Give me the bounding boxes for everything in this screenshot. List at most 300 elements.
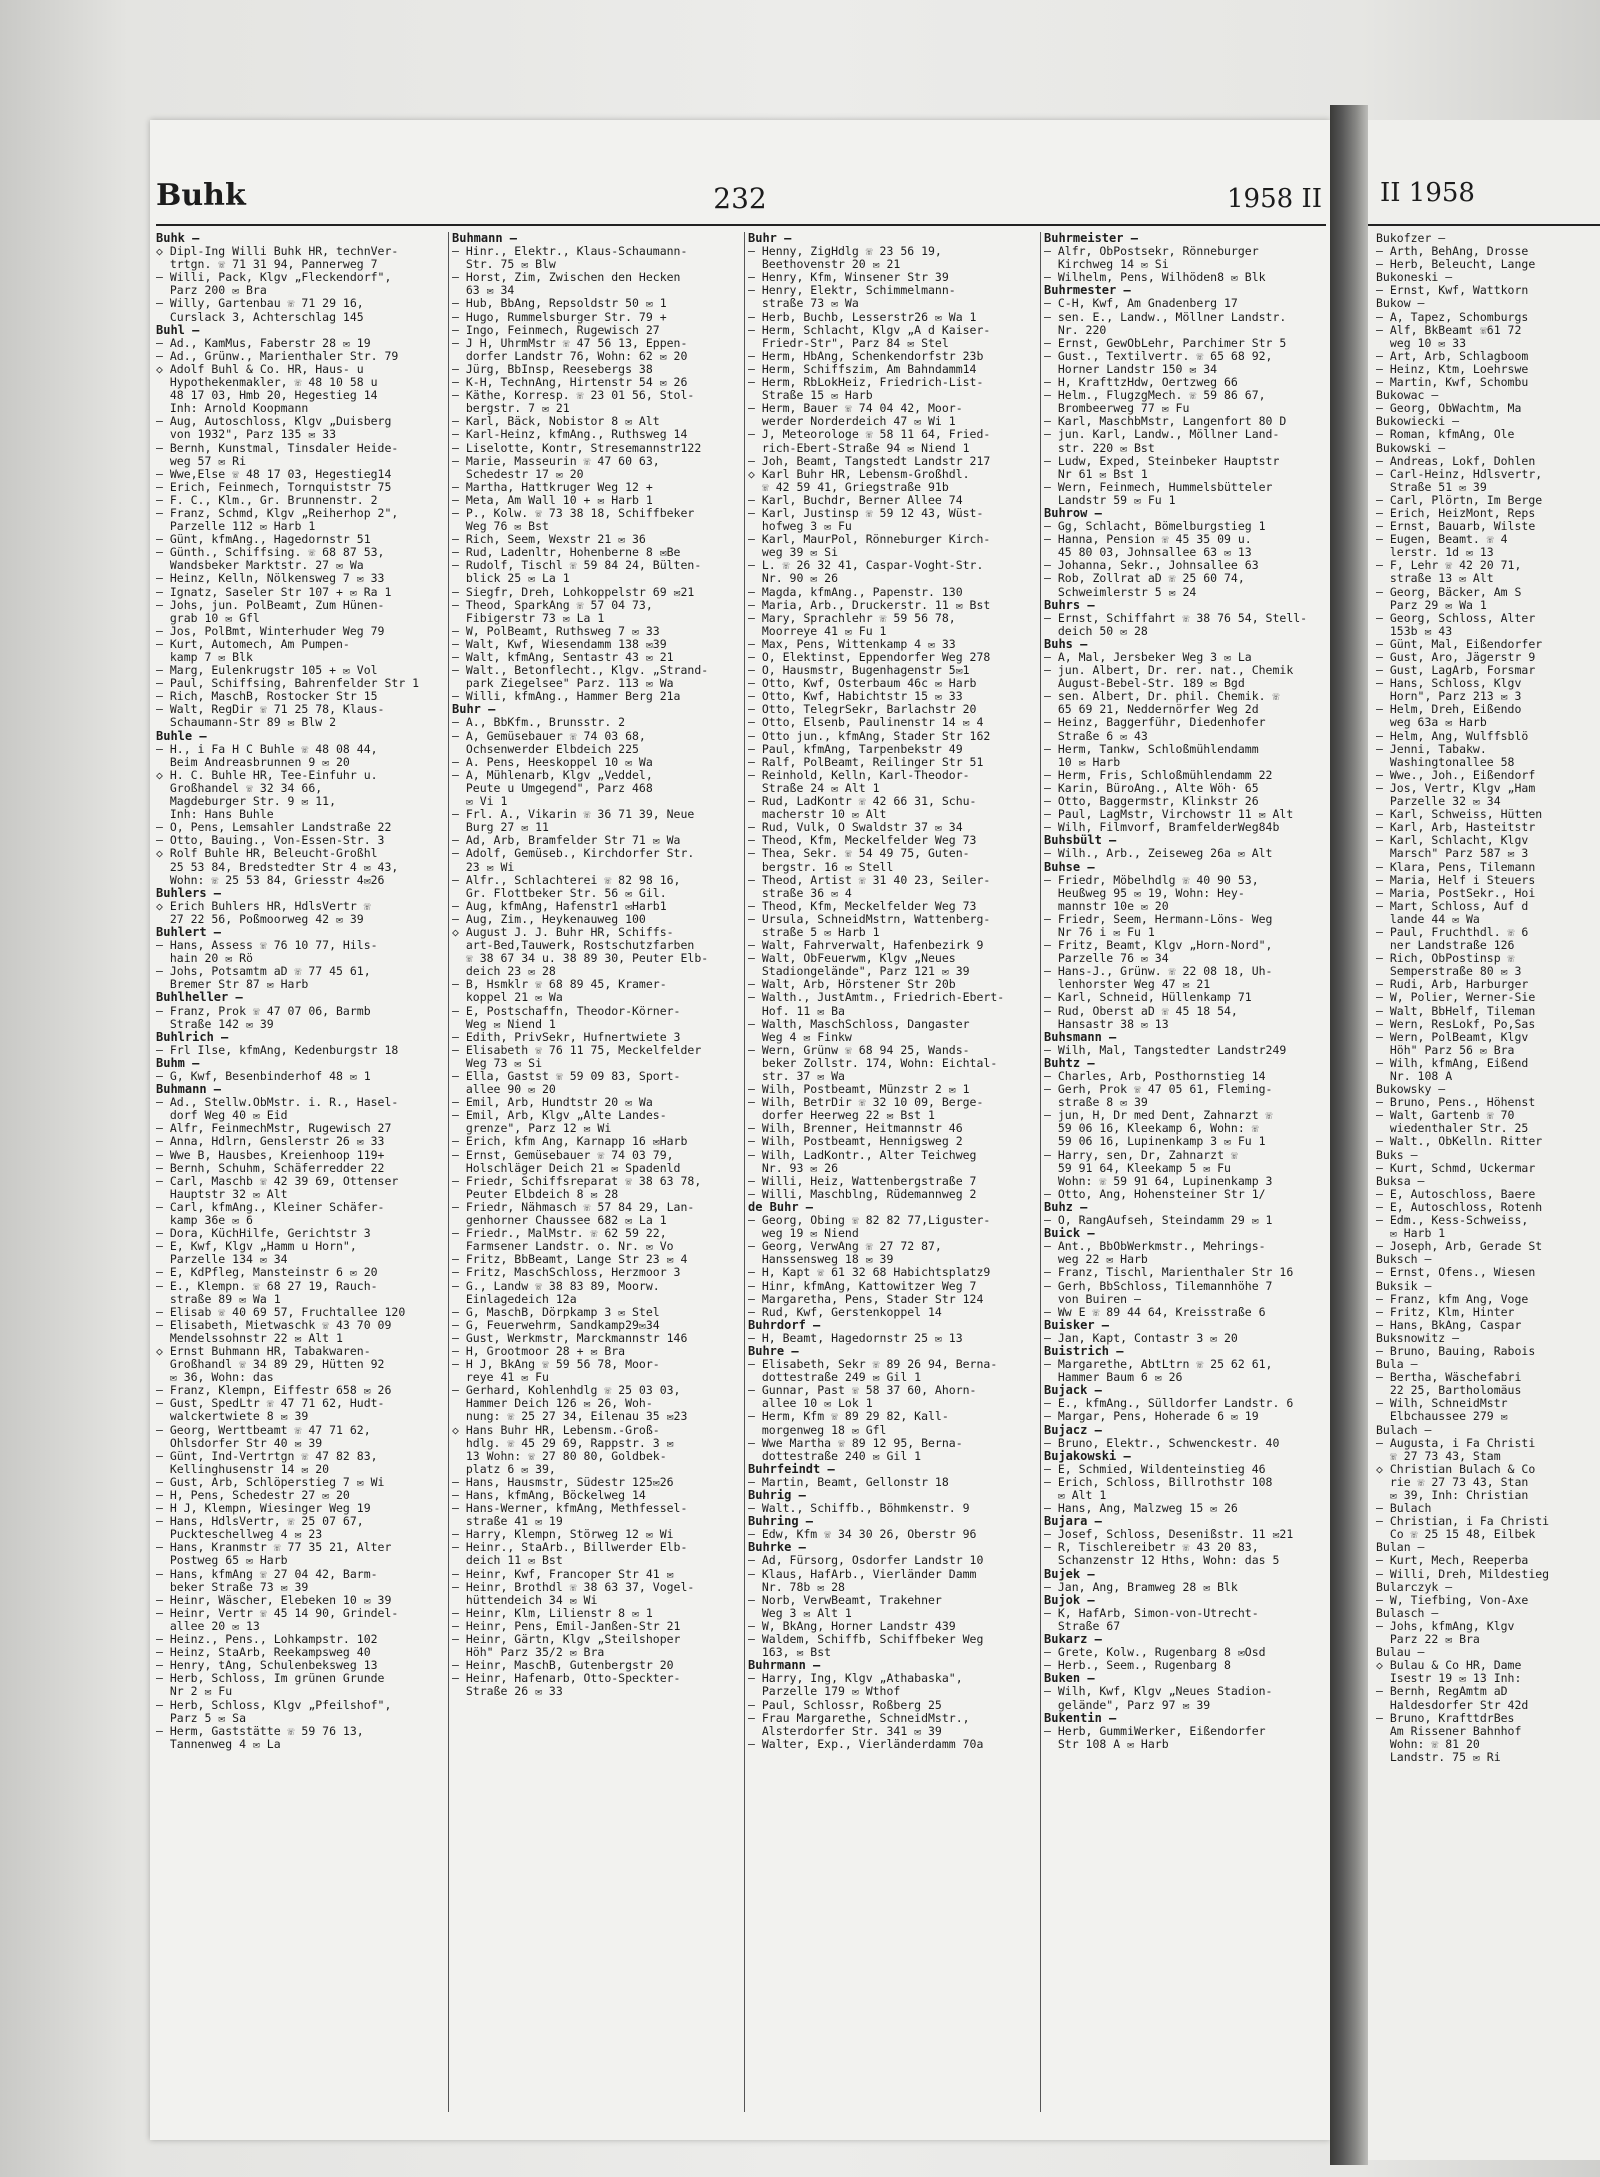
directory-entry-line: — Hans-Werner, kfmAng, Methfessel-	[452, 1501, 688, 1516]
directory-entry-line: — Bernh, Schuhm, Schäferredder 22	[156, 1160, 385, 1175]
directory-entry-line: — Heinr, Pens, Emil-Janßen-Str 21	[452, 1618, 681, 1633]
directory-entry-line: — Theod, Kfm, Meckelfelder Weg 73	[748, 898, 977, 913]
directory-entry-line: weg 57 ✉ Ri	[156, 453, 247, 468]
directory-entry-line: Nr 2 ✉ Fu	[156, 1684, 233, 1699]
directory-entry-line: dorfer Heerweg 22 ✉ Bst 1	[748, 1108, 935, 1123]
directory-entry-line: — Rudi, Arb, Harburger	[1376, 977, 1529, 992]
directory-entry-line: ◇ Rolf Buhle HR, Beleucht-Großhl	[156, 846, 378, 861]
surname-heading: Buhlheller —	[156, 990, 243, 1005]
directory-entry-line: — G, Kwf, Besenbinderhof 48 ✉ 1	[156, 1069, 371, 1083]
directory-entry-line: — Margaretha, Pens, Stader Str 124	[748, 1291, 984, 1306]
directory-entry-line: — Wilh, BetrDir ☏ 32 10 09, Berge-	[748, 1095, 984, 1110]
surname-heading: Bujok —	[1044, 1592, 1095, 1607]
surname-heading: Buick —	[1044, 1226, 1095, 1241]
directory-entry-line: weg 63a ✉ Harb	[1376, 715, 1487, 730]
directory-entry-line: — Heinr, Klm, Lilienstr 8 ✉ 1	[452, 1605, 653, 1620]
directory-entry-line: — W, Polier, Werner-Sie	[1376, 990, 1536, 1005]
directory-entry-line: reye 41 ✉ Fu	[452, 1370, 549, 1385]
directory-entry-line: August-Bebel-Str. 189 ✉ Bgd	[1044, 676, 1245, 691]
directory-entry-line: Inh: Arnold Koopmann	[156, 401, 309, 416]
directory-entry-line: Hypothekenmakler, ☏ 48 10 58 u	[156, 375, 378, 390]
directory-entry-line: — Hanna, Pension ☏ 45 35 09 u.	[1044, 532, 1252, 547]
directory-entry-line: — Hans, kfmAng ☏ 27 04 42, Barm-	[156, 1566, 378, 1581]
directory-entry-line: — Bruno, Pens., Höhenst	[1376, 1095, 1536, 1110]
directory-entry-line: — Karin, BüroAng., Alte Wöh· 65	[1044, 780, 1259, 795]
directory-entry-line: — Wilh, Mal, Tangstedter Landstr249	[1044, 1042, 1287, 1057]
directory-entry-line: — Maria, Helf i Steuers	[1376, 872, 1536, 887]
directory-entry-line: — Georg, ObWachtm, Ma	[1376, 401, 1522, 416]
surname-heading: Bukentin —	[1044, 1710, 1117, 1725]
directory-entry-line: — Jos, Vertr, Klgv „Ham	[1376, 780, 1536, 795]
directory-entry-line: — Roman, kfmAng, Ole	[1376, 427, 1515, 442]
directory-entry-line: — Herb, Schloss, Im grünen Grunde	[156, 1671, 385, 1686]
directory-entry-line: — H, Pens, Schedestr 27 ✉ 20	[156, 1488, 350, 1502]
directory-entry-line: straße 8 ✉ 39	[1044, 1095, 1148, 1110]
directory-entry-line: — Hans, Kranmstr ☏ 77 35 21, Alter	[156, 1540, 392, 1555]
directory-entry-line: — A, Mühlenarb, Klgv „Veddel,	[452, 767, 653, 782]
directory-entry-line: — Gust, LagArb, Forsmar	[1376, 663, 1536, 678]
directory-entry-line: — Carl-Heinz, Hdlsvertr,	[1376, 466, 1543, 481]
directory-entry-line: — Christian, i Fa Christi	[1376, 1514, 1550, 1529]
directory-entry-line: — Rich, Seem, Wexstr 21 ✉ 36	[452, 532, 646, 547]
directory-entry-line: Höh" Parz 35/2 ✉ Bra	[452, 1645, 605, 1660]
directory-entry-line: — Heinz., Pens., Lohkampstr. 102	[156, 1632, 378, 1647]
directory-entry-line: allee 90 ✉ 20	[452, 1082, 556, 1097]
directory-entry-line: — Augusta, i Fa Christi	[1376, 1435, 1536, 1450]
directory-entry-line: — Heinr, Gärtn, Klgv „Steilshoper	[452, 1632, 681, 1647]
directory-entry-line: — Wwe,Else ☏ 48 17 03, Hegestieg14	[156, 466, 392, 481]
directory-entry-line: — Jos, PolBmt, Winterhuder Weg 79	[156, 623, 385, 638]
directory-entry-line: Schaumann-Str 89 ✉ Blw 2	[156, 715, 337, 730]
directory-entry-line: — Martha, Hattkruger Weg 12 +	[452, 479, 653, 494]
directory-entry-line: — A., BbKfm., Brunsstr. 2	[452, 715, 626, 730]
directory-entry-line: Weg 4 ✉ Finkw	[748, 1029, 852, 1044]
directory-entry-line: — Otto, Elsenb, Paulinenstr 14 ✉ 4	[748, 715, 984, 730]
directory-entry-line: kamp 36e ✉ 6	[156, 1213, 253, 1228]
directory-entry-line: — Karl, Schlacht, Klgv	[1376, 833, 1529, 848]
directory-entry-line: — Georg, Schloss, Alter	[1376, 610, 1536, 625]
directory-entry-line: park Ziegelsee" Parz. 113 ✉ Wa	[452, 676, 674, 691]
directory-entry-line: — Hans, BkAng, Caspar	[1376, 1317, 1522, 1332]
surname-heading: Buhk —	[156, 232, 200, 245]
directory-entry-line: — Walt., ObKelln. Ritter	[1376, 1134, 1543, 1149]
book-gutter	[1330, 105, 1368, 2165]
directory-entry-line: Peuter Elbdeich 8 ✉ 28	[452, 1186, 619, 1201]
directory-entry-line: — Rud, LadKontr ☏ 42 66 31, Schu-	[748, 794, 977, 809]
directory-entry-line: — Gunnar, Past ☏ 58 37 60, Ahorn-	[748, 1383, 977, 1398]
directory-entry-line: Weg 3 ✉ Alt 1	[748, 1605, 852, 1620]
directory-entry-line: 22 25, Bartholomäus	[1376, 1383, 1522, 1398]
surname-heading: Buhrmeister —	[1044, 232, 1138, 245]
directory-entry-line: — Wilh, kfmAng, Eißend	[1376, 1055, 1529, 1070]
directory-entry-line: — jun, H, Dr med Dent, Zahnarzt ☏	[1044, 1108, 1273, 1123]
directory-entry-line: — Erich, Feinmech, Tornquiststr 75	[156, 479, 392, 494]
directory-entry-line: — L. ☏ 26 32 41, Caspar-Voght-Str.	[748, 558, 984, 573]
directory-entry-line: — Jürg, BbInsp, Reesebergs 38	[452, 361, 653, 376]
directory-entry-line: — Herm, RbLokHeiz, Friedrich-List-	[748, 375, 984, 390]
directory-entry-line: Hammer Baum 6 ✉ 26	[1044, 1370, 1183, 1385]
directory-entry-line: — H, Kapt ☏ 61 32 68 Habichtsplatz9	[748, 1265, 991, 1280]
directory-entry-line: Nr. 78b ✉ 28	[748, 1579, 845, 1594]
surname-heading: Bulau —	[1376, 1645, 1425, 1660]
directory-entry-line: — A, Mal, Jersbeker Weg 3 ✉ La	[1044, 650, 1252, 664]
directory-entry-line: — Fritz, Beamt, Klgv „Horn-Nord",	[1044, 938, 1273, 953]
directory-entry-line: — Friedr, Möbelhdlg ☏ 40 90 53,	[1044, 872, 1259, 887]
directory-entry-line: — Alfr, ObPostsekr, Rönneburger	[1044, 244, 1259, 259]
surname-heading: Buhre —	[748, 1343, 799, 1358]
directory-entry-line: — Frau Margarethe, SchneidMstr.,	[748, 1710, 970, 1725]
directory-entry-line: — Klaus, HafArb., Vierländer Damm	[748, 1566, 977, 1581]
directory-entry-line: — Adolf, Gemüseb., Kirchdorfer Str.	[452, 846, 695, 861]
directory-entry-line: Parz 5 ✉ Sa	[156, 1710, 247, 1725]
directory-entry-line: — Edw, Kfm ☏ 34 30 26, Oberstr 96	[748, 1527, 977, 1542]
directory-entry-line: — Alfr, FeinmechMstr, Rugewisch 27	[156, 1121, 392, 1136]
directory-entry-line: — Alfr., Schlachterei ☏ 82 98 16,	[452, 872, 681, 887]
directory-entry-line: — Marg, Eulenkrugstr 105 + ✉ Vol	[156, 663, 378, 678]
directory-entry-line: Am Rissener Bahnhof	[1376, 1723, 1522, 1738]
directory-entry-line: — Klara, Pens, Tilemann	[1376, 859, 1536, 874]
surname-heading: Buhlert —	[156, 924, 222, 939]
edition-year: 1958 II	[1227, 184, 1322, 214]
surname-heading: Bukowski —	[1376, 440, 1446, 455]
directory-entry-line: — Georg, Obing ☏ 82 82 77,Liguster-	[748, 1213, 991, 1228]
surname-heading: Buksnowitz —	[1376, 1330, 1460, 1345]
directory-entry-line: — Andreas, Lokf, Dohlen	[1376, 453, 1536, 468]
directory-entry-line: Friedr-Str", Parz 84 ✉ Stel	[748, 335, 949, 350]
directory-column-right	[1376, 232, 1600, 1764]
directory-entry-line: — Wilh, Postbeamt, Hennigsweg 2	[748, 1134, 963, 1149]
directory-entry-line: — Harry, sen, Dr, Zahnarzt ☏	[1044, 1147, 1238, 1162]
directory-entry-line: — E, Postschaffn, Theodor-Körner-	[452, 1003, 681, 1018]
directory-entry-line: Kellinghusenstr 14 ✉ 20	[156, 1461, 330, 1476]
directory-entry-line: — Emil, Arb, Klgv „Alte Landes-	[452, 1108, 667, 1123]
directory-entry-line: — Ernst, Kwf, Wattkorn	[1376, 283, 1529, 298]
directory-entry-line: — Marie, Masseurin ☏ 47 60 63,	[452, 453, 660, 468]
directory-entry-line: dottestraße 240 ✉ Gil 1	[748, 1448, 922, 1463]
directory-entry-line: — Hans, Schloss, Klgv	[1376, 676, 1522, 691]
directory-entry-line: Landstr. 75 ✉ Ri	[1376, 1749, 1501, 1764]
directory-entry-line: Str 108 A ✉ Harb	[1044, 1736, 1169, 1751]
surname-heading: Buhlrich —	[156, 1029, 229, 1044]
directory-entry-line: — Anna, Hdlrn, Genslerstr 26 ✉ 33	[156, 1134, 385, 1149]
directory-entry-line: mannstr 10e ✉ 20	[1044, 898, 1169, 913]
directory-entry-line: — Wilh, Kwf, Klgv „Neues Stadion-	[1044, 1684, 1273, 1699]
directory-entry-line: walckertwiete 8 ✉ 39	[156, 1409, 309, 1424]
directory-entry-line: — Erich, kfm Ang, Karnapp 16 ✉Harb	[452, 1134, 688, 1149]
directory-entry-line: — Helm, Ang, Wulffsblö	[1376, 728, 1529, 743]
directory-entry-line: — Günt, Ind-Vertrtgn ☏ 47 82 83,	[156, 1448, 378, 1463]
directory-entry-line: — Walt, BbHelf, Tileman	[1376, 1003, 1536, 1018]
directory-entry-line: — Gg, Schlacht, Bömelburgstieg 1	[1044, 519, 1266, 534]
directory-entry-line: — Gerh, Prok ☏ 47 05 61, Fleming-	[1044, 1082, 1273, 1097]
directory-entry-line: — Rud, Vulk, O Swaldstr 37 ✉ 34	[748, 820, 963, 835]
directory-entry-line: deich 23 ✉ 28	[452, 964, 556, 979]
directory-entry-line: — Ignatz, Saseler Str 107 + ✉ Ra 1	[156, 584, 392, 599]
directory-entry-line: — Kurt, Mech, Reeperba	[1376, 1553, 1529, 1568]
directory-entry-line: — Rich, MaschB, Rostocker Str 15	[156, 689, 378, 704]
directory-entry-line: Schanzenstr 12 Hths, Wohn: das 5	[1044, 1553, 1280, 1568]
directory-entry-line: — H., i Fa H C Buhle ☏ 48 08 44,	[156, 741, 378, 756]
directory-entry-line: — Wwe., Joh., Eißendorf	[1376, 767, 1536, 782]
directory-entry-line: — H, Grootmoor 28 + ✉ Bra	[452, 1343, 626, 1358]
directory-entry-line: — Ingo, Feinmech, Rugewisch 27	[452, 322, 660, 337]
directory-entry-line: — Walt, RegDir ☏ 71 25 78, Klaus-	[156, 702, 385, 717]
directory-entry-line: — Wern, Feinmech, Hummelsbütteler	[1044, 479, 1273, 494]
directory-entry-line: koppel 21 ✉ Wa	[452, 990, 563, 1005]
directory-entry-line: Alsterdorfer Str. 341 ✉ 39	[748, 1723, 942, 1738]
directory-entry-line: Marsch" Parz 587 ✉ 3	[1376, 846, 1529, 861]
directory-entry-line: — Ad., Stellw.ObMstr. i. R., Hasel-	[156, 1095, 399, 1110]
directory-entry-line: — O, Hausmstr, Bugenhagenstr 5✉1	[748, 663, 970, 678]
directory-entry-line: — Aug, Zim., Heykenauweg 100	[452, 911, 646, 926]
directory-entry-line: — O, Elektinst, Eppendorfer Weg 278	[748, 650, 991, 664]
directory-entry-line: Nr 76 i ✉ Fu 1	[1044, 924, 1155, 939]
surname-heading: Buistrich —	[1044, 1343, 1124, 1358]
directory-entry-line: — Henry, Elektr, Schimmelmann-	[748, 283, 956, 298]
surname-heading: Buhmann —	[452, 232, 518, 245]
directory-entry-line: — Kurt, Automech, Am Pumpen-	[156, 636, 350, 651]
directory-entry-line: grab 10 ✉ Gfl	[156, 610, 260, 625]
directory-entry-line: — Gust, SpedLtr ☏ 47 71 62, Hudt-	[156, 1396, 385, 1411]
header-rule	[156, 224, 1326, 226]
directory-entry-line: Straße 24 ✉ Alt 1	[748, 780, 880, 795]
directory-entry-line: — Frl Ilse, kfmAng, Kedenburgstr 18	[156, 1042, 399, 1057]
directory-entry-line: — Bernh, RegAmtm aD	[1376, 1684, 1508, 1699]
surname-heading: Buhlers —	[156, 885, 222, 900]
directory-entry-line: — Rob, Zollrat aD ☏ 25 60 74,	[1044, 571, 1245, 586]
surname-heading: Buhrmann —	[748, 1658, 821, 1673]
directory-entry-line: — Wilh, Filmvorf, BramfelderWeg84b	[1044, 820, 1280, 835]
surname-heading: Bujakowski —	[1044, 1448, 1131, 1463]
directory-entry-line: Straße 51 ✉ 39	[1376, 479, 1487, 494]
directory-entry-line: — E, KdPfleg, Mansteinstr 6 ✉ 20	[156, 1265, 378, 1280]
directory-entry-line: Straße 15 ✉ Harb	[748, 388, 873, 403]
directory-entry-line: — Henry, tAng, Schulenbeksweg 13	[156, 1658, 378, 1673]
directory-entry-line: — Otto, Bauing., Von-Essen-Str. 3	[156, 833, 385, 848]
page-header	[150, 178, 1330, 218]
directory-entry-line: 10 ✉ Harb	[1044, 754, 1121, 769]
directory-entry-line: — Gerhard, Kohlenhdlg ☏ 25 03 03,	[452, 1383, 681, 1398]
directory-column-4	[1044, 232, 1322, 2132]
surname-heading: Buhr —	[452, 702, 496, 717]
directory-entry-line: — Bruno, KrafttdrBes	[1376, 1710, 1515, 1725]
surname-heading: Buhrow —	[1044, 505, 1102, 520]
directory-entry-line: Weg ✉ Niend 1	[452, 1016, 556, 1031]
directory-entry-line: — Willi, Dreh, Mildestieg	[1376, 1566, 1550, 1581]
directory-entry-line: — Paul, kfmAng, Tarpenbekstr 49	[748, 741, 963, 756]
directory-entry-line: — H, Beamt, Hagedornstr 25 ✉ 13	[748, 1330, 963, 1345]
column-divider	[448, 232, 449, 2112]
directory-page-left	[150, 120, 1330, 2140]
directory-entry-line: — Fritz, MaschSchloss, Herzmoor 3	[452, 1265, 681, 1280]
directory-entry-line: — Mary, Sprachlehr ☏ 59 56 78,	[748, 610, 956, 625]
surname-heading: Buhtz —	[1044, 1055, 1095, 1070]
directory-entry-line: — Johs, Potsamtm aD ☏ 77 45 61,	[156, 964, 371, 979]
directory-entry-line: — Ad, Fürsorg, Osdorfer Landstr 10	[748, 1553, 984, 1568]
directory-entry-line: Isestr 19 ✉ 13 Inh:	[1376, 1671, 1522, 1686]
directory-entry-line: Straße 67	[1044, 1618, 1121, 1633]
directory-entry-line: nung: ☏ 25 27 34, Eilenau 35 ✉23	[452, 1409, 688, 1424]
directory-entry-line: — Max, Pens, Wittenkamp 4 ✉ 33	[748, 636, 956, 651]
directory-entry-line: — Gust, Arb, Schlöperstieg 7 ✉ Wi	[156, 1474, 385, 1489]
directory-entry-line: Burg 27 ✉ 11	[452, 820, 549, 835]
directory-entry-line: blick 25 ✉ La 1	[452, 571, 570, 586]
directory-entry-line: — Siegfr, Dreh, Lohkoppelstr 69 ✉21	[452, 584, 695, 599]
directory-entry-line: Bremer Str 87 ✉ Harb	[156, 977, 309, 992]
directory-entry-line: — Heinr, MaschB, Gutenbergstr 20	[452, 1658, 674, 1673]
directory-entry-line: 48 17 03, Hmb 20, Hegestieg 14	[156, 388, 378, 403]
directory-entry-line: — Gerh, BbSchloss, Tilemannhöhe 7	[1044, 1278, 1273, 1293]
directory-entry-line: str. 220 ✉ Bst	[1044, 440, 1155, 455]
directory-entry-line: Ochsenwerder Elbdeich 225	[452, 741, 639, 756]
directory-entry-line: — jun. Albert, Dr. rer. nat., Chemik	[1044, 663, 1294, 678]
directory-entry-line: Hansastr 38 ✉ 13	[1044, 1016, 1169, 1031]
directory-entry-line: 153b ✉ 43	[1376, 623, 1453, 638]
directory-entry-line: lande 44 ✉ Wa	[1376, 911, 1480, 926]
directory-entry-line: straße 5 ✉ Harb 1	[748, 924, 880, 939]
directory-entry-line: — Karl, Schneid, Hüllenkamp 71	[1044, 990, 1252, 1005]
directory-entry-line: — O, RangAufseh, Steindamm 29 ✉ 1	[1044, 1213, 1273, 1228]
directory-entry-line: Mendelssohnstr 22 ✉ Alt 1	[156, 1330, 343, 1345]
directory-entry-line: — sen. Albert, Dr. phil. Chemik. ☏	[1044, 689, 1280, 704]
directory-entry-line: — E, Schmied, Wildenteinstieg 46	[1044, 1461, 1266, 1476]
directory-entry-line: Parz 29 ✉ Wa 1	[1376, 597, 1487, 612]
surname-heading: Buhrke —	[748, 1540, 806, 1555]
directory-entry-line: — Friedr, Nähmasch ☏ 57 84 29, Lan-	[452, 1199, 695, 1214]
directory-entry-line: — Margarethe, AbtLtrn ☏ 25 62 61,	[1044, 1357, 1273, 1372]
directory-entry-line: — H J, BkAng ☏ 59 56 78, Moor-	[452, 1357, 660, 1372]
directory-entry-line: — Paul, Fruchthdl. ☏ 6	[1376, 924, 1529, 939]
directory-entry-line: — Heinr, Kwf, Francoper Str 41 ✉	[452, 1566, 674, 1581]
directory-entry-line: — Walth., JustAmtm., Friedrich-Ebert-	[748, 990, 1005, 1005]
directory-entry-line: — E., kfmAng., Sülldorfer Landstr. 6	[1044, 1396, 1294, 1411]
directory-entry-line: ☏ 38 67 34 u. 38 89 30, Peuter Elb-	[452, 951, 709, 966]
directory-entry-line: — Hans, Ang, Malzweg 15 ✉ 26	[1044, 1501, 1238, 1516]
directory-entry-line: 65 69 21, Neddernörfer Weg 2d	[1044, 702, 1259, 717]
directory-entry-line: — E, Kwf, Klgv „Hamm u Horn",	[156, 1239, 357, 1254]
directory-entry-line: — Otto jun., kfmAng, Stader Str 162	[748, 728, 991, 743]
directory-entry-line: — Jan, Ang, Bramweg 28 ✉ Blk	[1044, 1579, 1238, 1594]
surname-heading: Buksik —	[1376, 1278, 1432, 1293]
directory-entry-line: — W, PolBeamt, Ruthsweg 7 ✉ 33	[452, 623, 660, 638]
directory-entry-line: — Heinz, StaArb, Reekampsweg 40	[156, 1645, 371, 1660]
directory-entry-line: — Ursula, SchneidMstrn, Wattenberg-	[748, 911, 991, 926]
surname-heading: Bukow —	[1376, 296, 1425, 311]
directory-entry-line: Schedestr 17 ✉ 20	[452, 466, 584, 481]
directory-entry-line: — Herm, Bauer ☏ 74 04 42, Moor-	[748, 401, 963, 416]
directory-entry-line: — Walt, kfmAng, Sentastr 43 ✉ 21	[452, 650, 674, 664]
directory-entry-line: — Günt, kfmAng., Hagedornstr 51	[156, 532, 371, 547]
directory-entry-line: hdlg. ☏ 45 29 69, Rappstr. 3 ✉	[452, 1435, 674, 1450]
directory-entry-line: straße 36 ✉ 4	[748, 885, 852, 900]
directory-entry-line: — Käthe, Korresp. ☏ 23 01 56, Stol-	[452, 388, 695, 403]
directory-entry-line: — Franz, Schmd, Klgv „Reiherhop 2",	[156, 505, 399, 520]
surname-heading: Buhs —	[1044, 636, 1088, 651]
directory-entry-line: straße 73 ✉ Wa	[748, 296, 859, 311]
directory-entry-line: — Eugen, Beamt. ☏ 4	[1376, 532, 1508, 547]
directory-entry-line: — W, Tiefbing, Von-Axe	[1376, 1592, 1529, 1607]
directory-entry-line: ✉ Harb 1	[1376, 1226, 1446, 1241]
directory-entry-line: — Bruno, Bauing, Rabois	[1376, 1343, 1536, 1358]
directory-entry-line: — F, Lehr ☏ 42 20 71,	[1376, 558, 1522, 573]
directory-entry-line: Heußweg 95 ✉ 19, Wohn: Hey-	[1044, 885, 1245, 900]
directory-entry-line: — Herb, Beleucht, Lange	[1376, 257, 1536, 272]
directory-entry-line: Washingtonallee 58	[1376, 754, 1515, 769]
directory-entry-line: — Willi, kfmAng., Hammer Berg 21a	[452, 689, 681, 704]
directory-entry-line: — Walt., Schiffb., Böhmkenstr. 9	[748, 1501, 970, 1516]
directory-entry-line: weg 22 ✉ Harb	[1044, 1252, 1148, 1267]
directory-entry-line: Wohn: ☏ 59 91 64, Lupinenkamp 3	[1044, 1173, 1273, 1188]
directory-entry-line: grenze", Parz 12 ✉ Wi	[452, 1121, 612, 1136]
directory-entry-line: — Wern, Grünw ☏ 68 94 25, Wands-	[748, 1042, 970, 1057]
directory-entry-line: — Maria, PostSekr., Hoi	[1376, 885, 1536, 900]
directory-entry-line: — Ant., BbObWerkmstr., Mehrings-	[1044, 1239, 1266, 1254]
directory-entry-line: Parzelle 76 ✉ 34	[1044, 951, 1169, 966]
directory-entry-line: — Franz, Tischl, Marienthaler Str 16	[1044, 1265, 1294, 1280]
directory-entry-line: — Gust, Werkmstr, Marckmannstr 146	[452, 1330, 688, 1345]
directory-entry-line: — Wilh., Arb., Zeiseweg 26a ✉ Alt	[1044, 846, 1273, 861]
directory-entry-line: — F. C., Klm., Gr. Brunnenstr. 2	[156, 492, 378, 507]
directory-entry-line: — Willi, Maschblng, Rüdemannweg 2	[748, 1186, 977, 1201]
directory-entry-line: — Martin, Kwf, Schombu	[1376, 375, 1529, 390]
directory-entry-line: — Franz, kfm Ang, Voge	[1376, 1291, 1529, 1306]
directory-entry-line: — Fritz, BbBeamt, Lange Str 23 ✉ 4	[452, 1252, 688, 1267]
directory-entry-line: — Karl, Justinsp ☏ 59 12 43, Wüst-	[748, 505, 984, 520]
directory-entry-line: 63 ✉ 34	[452, 283, 515, 298]
directory-entry-line: — Herm, Kfm ☏ 89 29 82, Kall-	[748, 1409, 949, 1424]
directory-entry-line: Wandsbeker Marktstr. 27 ✉ Wa	[156, 558, 364, 573]
directory-entry-line: — A. Pens, Heeskoppel 10 ✉ Wa	[452, 754, 653, 769]
directory-entry-line: — Heinr, Brothdl ☏ 38 63 37, Vogel-	[452, 1579, 695, 1594]
directory-entry-line: 25 53 84, Bredstedter Str 4 ✉ 43,	[156, 859, 399, 874]
directory-entry-line: — Erich, Schloss, Billrothstr 108	[1044, 1474, 1273, 1489]
directory-entry-line: — Horst, Zim, Zwischen den Hecken	[452, 270, 681, 285]
directory-entry-line: dottestraße 249 ✉ Gil 1	[748, 1370, 922, 1385]
directory-entry-line: Elbchaussee 279 ✉	[1376, 1409, 1508, 1424]
directory-entry-line: Curslack 3, Achterschlag 145	[156, 309, 364, 324]
directory-column-1	[156, 232, 434, 2132]
directory-entry-line: — Heinz, Baggerführ, Diedenhofer	[1044, 715, 1266, 730]
directory-entry-line: bergstr. 16 ✉ Stell	[748, 859, 894, 874]
directory-entry-line: 45 80 03, Johnsallee 63 ✉ 13	[1044, 545, 1252, 560]
directory-entry-line: lenhorster Weg 47 ✉ 21	[1044, 977, 1211, 992]
directory-entry-line: — Georg, Werttbeamt ☏ 47 71 62,	[156, 1422, 371, 1437]
directory-entry-line: — Karl, Schweiss, Hütten	[1376, 807, 1543, 822]
directory-entry-line: Parz 200 ✉ Bra	[156, 283, 267, 298]
directory-entry-line: Parzelle 112 ✉ Harb 1	[156, 519, 316, 534]
directory-entry-line: — Franz, Prok ☏ 47 07 06, Barmb	[156, 1003, 371, 1018]
directory-entry-line: — B, Hsmklr ☏ 68 89 45, Kramer-	[452, 977, 667, 992]
directory-entry-line: — Jan, Kapt, Contastr 3 ✉ 20	[1044, 1330, 1238, 1345]
directory-entry-line: — Ella, Gastst ☏ 59 09 83, Sport-	[452, 1069, 681, 1083]
right-running-head: II 1958	[1380, 178, 1475, 208]
directory-entry-line: — Herm, Schiffszim, Am Bahndamm14	[748, 361, 977, 376]
directory-entry-line: — Karl, Bäck, Nobistor 8 ✉ Alt	[452, 414, 660, 429]
directory-entry-line: ◇ Christian Bulach & Co	[1376, 1461, 1536, 1476]
directory-entry-line: — Reinhold, Kelln, Karl-Theodor-	[748, 767, 970, 782]
directory-entry-line: — J, Meteorologe ☏ 58 11 64, Fried-	[748, 427, 991, 442]
directory-entry-line: — Karl-Heinz, kfmAng., Ruthsweg 14	[452, 427, 688, 442]
directory-entry-line: — Otto, Kwf, Osterbaum 46c ✉ Harb	[748, 676, 977, 691]
directory-entry-line: — Wilhelm, Pens, Wilhöden8 ✉ Blk	[1044, 270, 1266, 285]
directory-entry-line: — Karl, Arb, Hasteitstr	[1376, 820, 1536, 835]
surname-heading: Buken —	[1044, 1671, 1095, 1686]
directory-entry-line: deich 11 ✉ Bst	[452, 1553, 563, 1568]
directory-entry-line: Straße 26 ✉ 33	[452, 1684, 563, 1699]
directory-entry-line: — Norb, VerwBeamt, Trakehner	[748, 1592, 942, 1607]
surname-heading: de Buhr —	[748, 1199, 814, 1214]
directory-entry-line: trtgn. ☏ 71 31 94, Pannerweg 7	[156, 257, 378, 272]
